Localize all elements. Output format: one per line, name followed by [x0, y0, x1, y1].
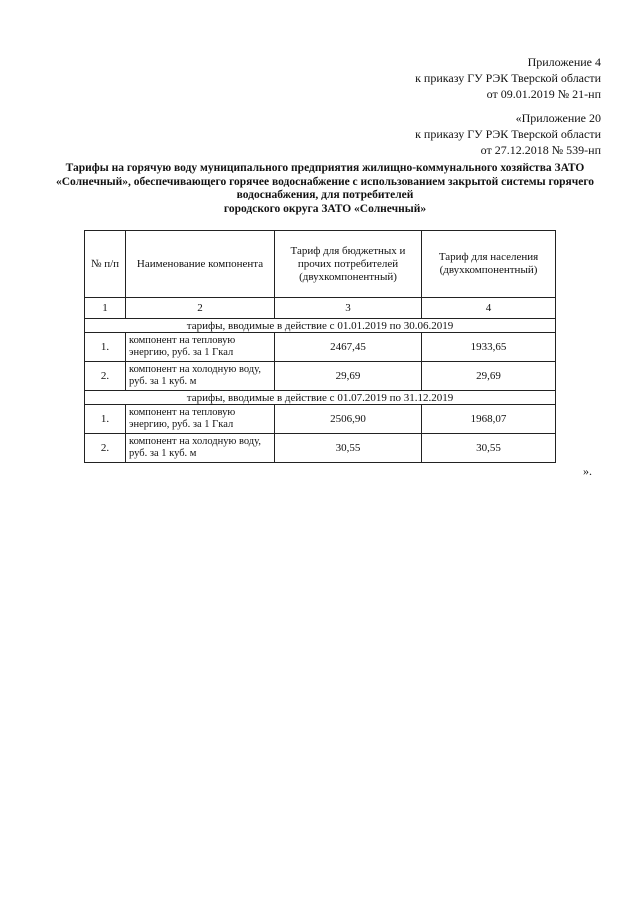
- column-number: 2: [126, 298, 275, 319]
- row-number: 2.: [85, 434, 126, 463]
- table-row: [85, 333, 556, 362]
- title-line: городского округа ЗАТО «Солнечный»: [223, 202, 427, 215]
- header-number: № п/п: [85, 231, 126, 298]
- period-row: [85, 319, 556, 333]
- header-population-tariff: Тариф для населения (двухкомпонентный): [422, 231, 556, 298]
- closing-quote-mark: ».: [583, 464, 592, 478]
- column-number-row: [85, 298, 556, 319]
- appendix-order-ref: к приказу ГУ РЭК Тверской области: [415, 71, 601, 85]
- row-number: 1.: [85, 405, 126, 434]
- row-component: компонент на холодную воду, руб. за 1 куб. м: [126, 434, 275, 463]
- row-budget-tariff: 30,55: [275, 434, 422, 463]
- row-budget-tariff: 29,69: [275, 362, 422, 391]
- period-row: [85, 391, 556, 405]
- original-appendix-number: «Приложение 20: [515, 111, 601, 125]
- appendix-order-date: от 09.01.2019 № 21-нп: [486, 87, 601, 101]
- row-component: компонент на холодную воду, руб. за 1 куб. м: [126, 362, 275, 391]
- column-number: 1: [85, 298, 126, 319]
- appendix-header: [415, 54, 601, 102]
- row-number: 2.: [85, 362, 126, 391]
- row-population-tariff: 1933,65: [422, 333, 556, 362]
- appendix-number: Приложение 4: [527, 55, 601, 69]
- document-title: [40, 162, 610, 216]
- table-row: [85, 434, 556, 463]
- header-budget-tariff: Тариф для бюджетных и прочих потребителей (двухкомпонентный): [275, 231, 422, 298]
- table-row: [85, 362, 556, 391]
- row-component: компонент на тепловую энергию, руб. за 1 Гкал: [126, 405, 275, 434]
- row-population-tariff: 1968,07: [422, 405, 556, 434]
- original-appendix-order-date: от 27.12.2018 № 539-нп: [480, 143, 601, 157]
- row-population-tariff: 30,55: [422, 434, 556, 463]
- row-component: компонент на тепловую энергию, руб. за 1 Гкал: [126, 333, 275, 362]
- tariff-table: [84, 230, 556, 463]
- header-component: Наименование компонента: [126, 231, 275, 298]
- title-line: Тарифы на горячую воду муниципального предприятия жилищно-коммунального хозяйства ЗАТО: [65, 162, 585, 174]
- row-number: 1.: [85, 333, 126, 362]
- period-label: тарифы, вводимые в действие с 01.01.2019 по 30.06.2019: [85, 319, 556, 333]
- column-number: 3: [275, 298, 422, 319]
- original-appendix-header: [415, 110, 601, 158]
- column-number: 4: [422, 298, 556, 319]
- period-label: тарифы, вводимые в действие с 01.07.2019 по 31.12.2019: [85, 391, 556, 405]
- original-appendix-order-ref: к приказу ГУ РЭК Тверской области: [415, 127, 601, 141]
- title-line: водоснабжения, для потребителей: [236, 189, 414, 201]
- table-row: [85, 405, 556, 434]
- row-budget-tariff: 2467,45: [275, 333, 422, 362]
- row-population-tariff: 29,69: [422, 362, 556, 391]
- title-line: «Солнечный», обеспечивающего горячее водоснабжение с использованием закрытой системы горячего: [55, 175, 595, 188]
- row-budget-tariff: 2506,90: [275, 405, 422, 434]
- table-header-row: [85, 231, 556, 298]
